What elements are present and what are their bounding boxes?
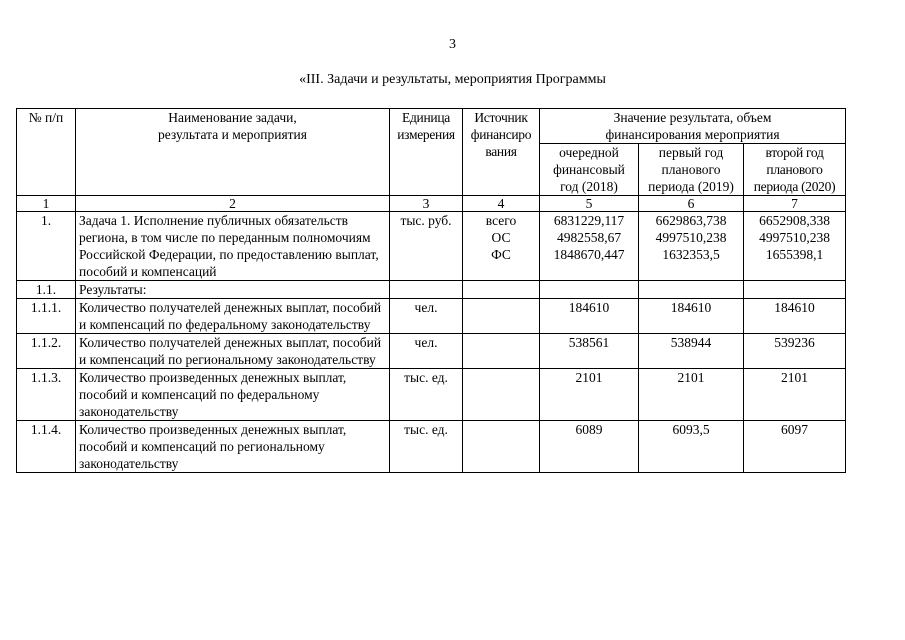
tasks-results-table — [16, 108, 846, 473]
column-number: 3 — [390, 196, 463, 212]
column-number: 4 — [463, 196, 540, 212]
results-num: 1.1. — [17, 281, 76, 299]
header-unit: Единица измерения — [390, 109, 463, 196]
value-cell: 4997510,238 — [759, 230, 830, 245]
result-num: 1.1.4. — [17, 421, 76, 473]
result-source — [463, 421, 540, 473]
result-row — [17, 369, 846, 421]
result-row — [17, 299, 846, 334]
empty-cell — [540, 281, 639, 299]
result-row — [17, 421, 846, 473]
empty-cell — [390, 281, 463, 299]
result-value-2020: 6097 — [744, 421, 846, 473]
result-value-2020: 184610 — [744, 299, 846, 334]
result-unit: тыс. ед. — [390, 369, 463, 421]
result-value-2018: 538561 — [540, 334, 639, 369]
column-number: 5 — [540, 196, 639, 212]
source-total: всего — [485, 213, 517, 228]
result-num: 1.1.3. — [17, 369, 76, 421]
header-year-2019: первый год планового периода (2019) — [639, 144, 744, 196]
task-num: 1. — [17, 212, 76, 281]
value-cell: 4982558,67 — [556, 230, 622, 245]
result-name: Количество произведенных денежных выплат, пособий и компенсаций по региональному законодательству — [76, 421, 390, 473]
task-name: Задача 1. Исполнение публичных обязательств региона, в том числе по переданным полномочиям Российской Федерации, по предоставлению выплат, пособий и компенсаций — [76, 212, 390, 281]
result-unit: тыс. ед. — [390, 421, 463, 473]
result-num: 1.1.1. — [17, 299, 76, 334]
result-name: Количество произведенных денежных выплат, пособий и компенсаций по федеральному законодательству — [76, 369, 390, 421]
result-value-2019: 184610 — [639, 299, 744, 334]
column-number: 2 — [76, 196, 390, 212]
section-title: «III. Задачи и результаты, мероприятия Программы — [299, 72, 606, 87]
column-number: 1 — [17, 196, 76, 212]
header-year-2020: второй год планового периода (2020) — [744, 144, 846, 196]
page-number: 3 — [449, 37, 456, 52]
value-cell: 1632353,5 — [662, 247, 720, 262]
result-value-2019: 6093,5 — [639, 421, 744, 473]
result-value-2019: 2101 — [639, 369, 744, 421]
results-header-row — [17, 281, 846, 299]
column-number-row — [17, 196, 846, 212]
result-unit: чел. — [390, 334, 463, 369]
results-label: Результаты: — [76, 281, 390, 299]
header-year-2018: очередной финансовый год (2018) — [540, 144, 639, 196]
empty-cell — [639, 281, 744, 299]
value-cell: 6831229,117 — [553, 213, 625, 228]
empty-cell — [463, 281, 540, 299]
result-value-2020: 539236 — [744, 334, 846, 369]
header-value-group: Значение результата, объем финансирования мероприятия — [540, 109, 846, 144]
task-sources — [463, 212, 540, 281]
value-cell: 6629863,738 — [655, 213, 727, 228]
result-source — [463, 369, 540, 421]
result-num: 1.1.2. — [17, 334, 76, 369]
task-values-2019 — [639, 212, 744, 281]
result-value-2019: 538944 — [639, 334, 744, 369]
value-cell: 4997510,238 — [655, 230, 727, 245]
value-cell: 6652908,338 — [759, 213, 830, 228]
source-fs: ФС — [491, 247, 511, 262]
header-source: Источник финансиро вания — [463, 109, 540, 196]
task-unit: тыс. руб. — [390, 212, 463, 281]
result-name: Количество получателей денежных выплат, пособий и компенсаций по федеральному законодательству — [76, 299, 390, 334]
result-unit: чел. — [390, 299, 463, 334]
task-values-2020 — [744, 212, 846, 281]
header-name: Наименование задачи, результата и мероприятия — [76, 109, 390, 196]
result-value-2018: 184610 — [540, 299, 639, 334]
task-values-2018 — [540, 212, 639, 281]
result-row — [17, 334, 846, 369]
column-number: 6 — [639, 196, 744, 212]
task-row — [17, 212, 846, 281]
result-source — [463, 299, 540, 334]
result-value-2020: 2101 — [744, 369, 846, 421]
result-name: Количество получателей денежных выплат, пособий и компенсаций по региональному законодательству — [76, 334, 390, 369]
source-os: ОС — [491, 230, 511, 245]
result-value-2018: 2101 — [540, 369, 639, 421]
value-cell: 1848670,447 — [553, 247, 625, 262]
header-num: № п/п — [17, 109, 76, 196]
value-cell: 1655398,1 — [765, 247, 824, 262]
column-number: 7 — [744, 196, 846, 212]
result-value-2018: 6089 — [540, 421, 639, 473]
empty-cell — [744, 281, 846, 299]
result-source — [463, 334, 540, 369]
